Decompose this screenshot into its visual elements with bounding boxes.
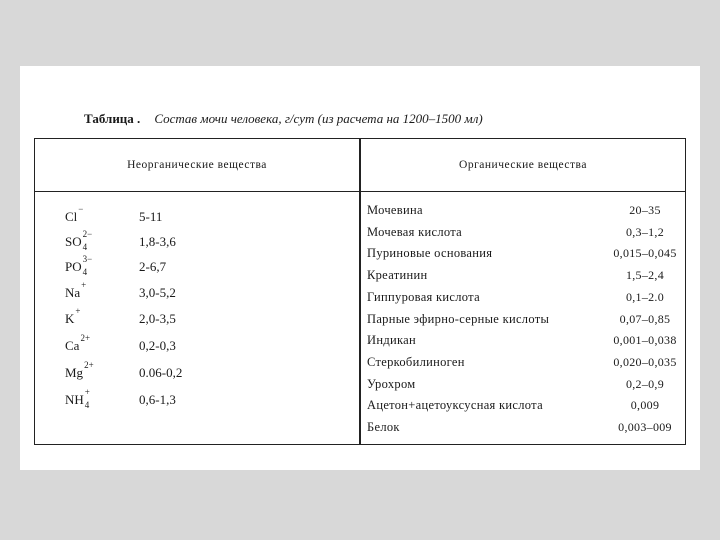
ion-subscript: 4 xyxy=(84,400,90,411)
organic-value: 0,1–2.0 xyxy=(625,289,665,304)
inorganic-value: 3,0-5,2 xyxy=(139,285,176,300)
organic-row xyxy=(367,225,683,246)
ion-charge-label: + xyxy=(75,306,81,317)
inorganic-value: 5-11 xyxy=(139,209,163,224)
ion-formula xyxy=(65,204,125,226)
ion-charge xyxy=(82,229,93,253)
ion-symbol: Na xyxy=(65,285,81,300)
ion-charge xyxy=(79,333,91,355)
organic-row xyxy=(367,420,683,441)
ion-formula xyxy=(65,360,125,382)
header-inorganic: Неорганические вещества xyxy=(127,159,267,171)
organic-row xyxy=(367,203,683,224)
organic-row xyxy=(367,398,683,419)
ion-charge xyxy=(80,280,90,302)
ion-charge-label: + xyxy=(81,280,87,291)
ion-formula xyxy=(65,306,125,328)
organic-name: Пуриновые основания xyxy=(367,246,493,261)
organic-name: Белок xyxy=(367,420,400,434)
organic-value: 0,003–009 xyxy=(618,420,672,434)
organic-value: 1,5–2,4 xyxy=(625,268,665,283)
table-caption xyxy=(84,111,483,127)
ion-charge-label: 3− xyxy=(82,254,93,265)
organic-name: Парные эфирно-серные кислоты xyxy=(367,311,550,326)
ion-symbol: Cl xyxy=(65,209,78,224)
organic-value: 0,009 xyxy=(630,398,660,413)
ion-formula xyxy=(65,333,125,355)
organic-name: Ацетон+ацетоуксусная кислота xyxy=(367,398,543,413)
header-divider xyxy=(35,191,685,192)
ion-charge xyxy=(84,387,94,411)
ion-subscript: 4 xyxy=(82,267,88,278)
organic-name: Урохром xyxy=(367,376,416,391)
ion-formula xyxy=(65,387,125,411)
urine-composition-table xyxy=(34,138,686,445)
organic-value: 0,015–0,045 xyxy=(613,246,677,261)
caption-text: Состав мочи человека, г/сут (из расчета на 1200–1500 мл) xyxy=(154,111,483,126)
ion-symbol: Ca xyxy=(65,338,80,353)
ion-symbol: NH xyxy=(65,392,84,407)
header-organic: Органические вещества xyxy=(459,159,587,171)
column-divider xyxy=(359,139,361,444)
organic-value: 0,001–0,038 xyxy=(613,333,677,348)
organic-name: Креатинин xyxy=(367,268,428,283)
organic-name: Мочевина xyxy=(367,203,423,217)
ion-symbol: PO xyxy=(65,259,82,274)
ion-symbol: K xyxy=(65,311,75,326)
organic-row xyxy=(367,355,683,376)
inorganic-value: 0,2-0,3 xyxy=(139,338,176,353)
organic-row xyxy=(367,312,683,333)
organic-row xyxy=(367,246,683,267)
organic-value: 20–35 xyxy=(629,203,661,217)
caption-lead: Таблица . xyxy=(84,111,141,126)
document-page xyxy=(20,66,700,470)
ion-charge xyxy=(77,204,87,226)
ion-charge-label: 2+ xyxy=(80,333,91,344)
ion-charge-label: + xyxy=(84,387,90,398)
organic-row xyxy=(367,290,683,311)
ion-charge-label: − xyxy=(78,204,84,215)
organic-row xyxy=(367,268,683,289)
inorganic-value: 1,8-3,6 xyxy=(139,234,176,249)
ion-charge xyxy=(83,360,94,382)
ion-formula xyxy=(65,280,125,302)
organic-row xyxy=(367,333,683,354)
ion-charge xyxy=(82,254,93,278)
organic-name: Гиппуровая кислота xyxy=(367,289,480,304)
organic-value: 0,07–0,85 xyxy=(619,311,671,326)
inorganic-value: 0.06-0,2 xyxy=(139,365,183,380)
ion-formula xyxy=(65,254,125,278)
organic-value: 0,020–0,035 xyxy=(613,354,677,369)
ion-formula xyxy=(65,229,125,253)
organic-row xyxy=(367,377,683,398)
ion-subscript: 4 xyxy=(82,242,88,253)
ion-symbol: SO xyxy=(65,234,82,249)
organic-name: Индикан xyxy=(367,333,416,348)
organic-value: 0,3–1,2 xyxy=(625,224,665,239)
ion-charge-label: 2− xyxy=(82,229,93,240)
organic-name: Стеркобилиноген xyxy=(367,354,465,369)
organic-value: 0,2–0,9 xyxy=(625,376,665,391)
inorganic-value: 2,0-3,5 xyxy=(139,311,176,326)
ion-symbol: Mg xyxy=(65,365,84,380)
inorganic-value: 2-6,7 xyxy=(139,259,167,274)
organic-name: Мочевая кислота xyxy=(367,224,463,239)
ion-charge-label: 2+ xyxy=(84,360,94,371)
inorganic-value: 0,6-1,3 xyxy=(139,392,176,407)
ion-charge xyxy=(74,306,84,328)
